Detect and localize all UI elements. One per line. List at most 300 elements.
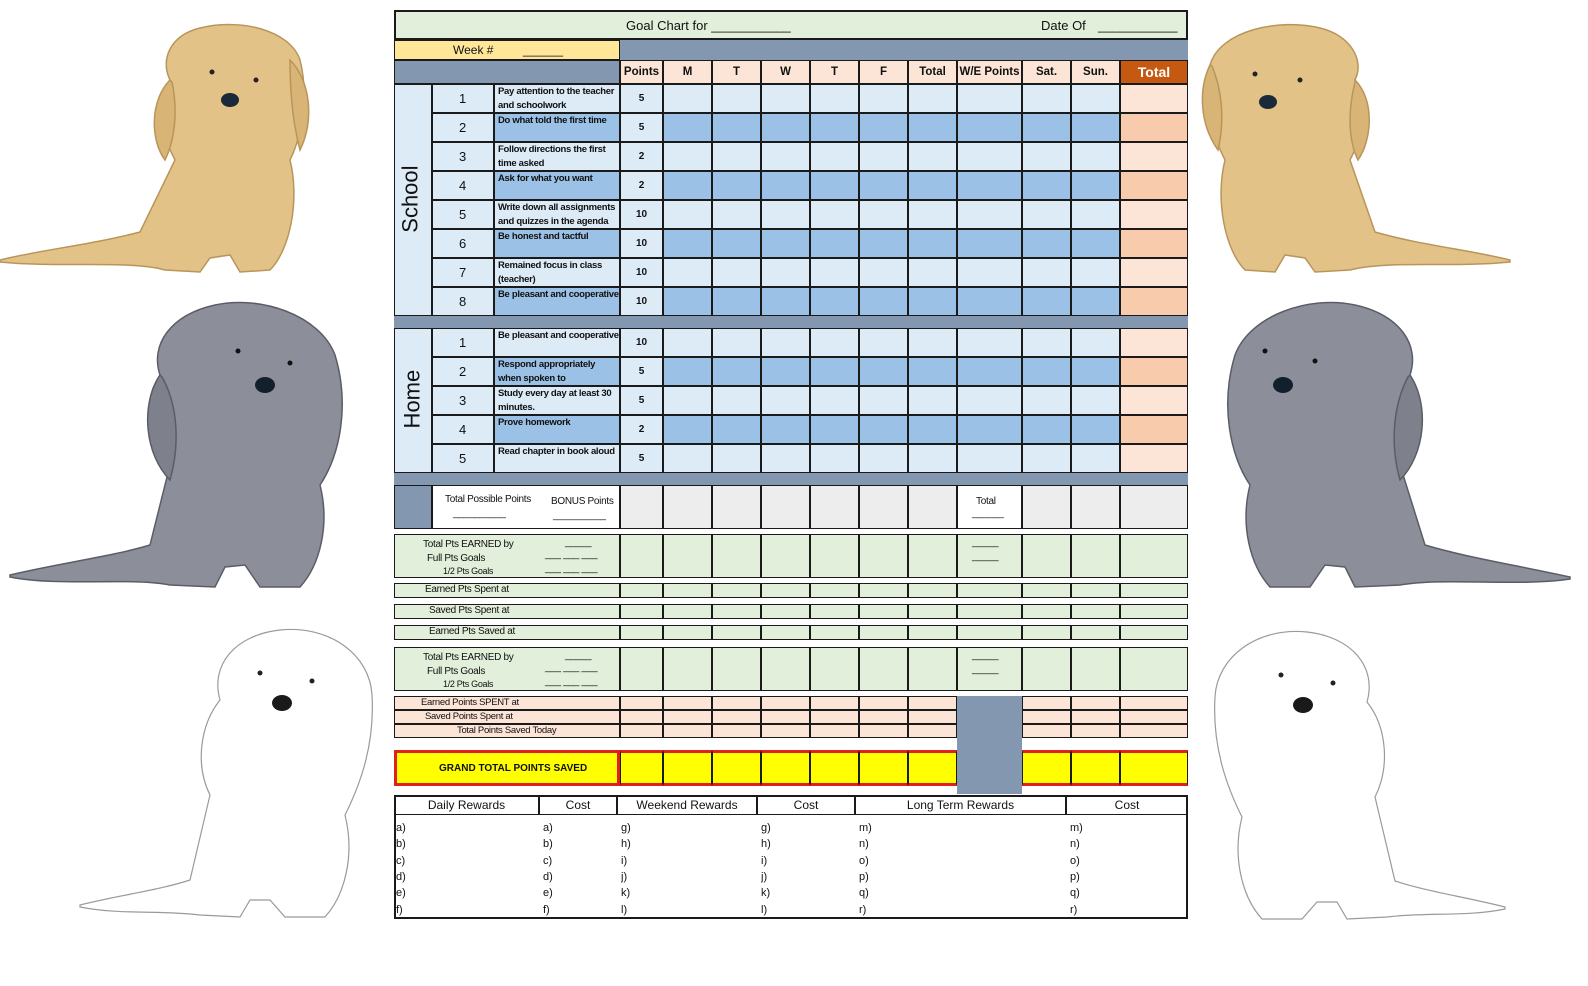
total-cell[interactable] xyxy=(908,485,957,529)
earned-cell[interactable] xyxy=(957,534,1022,578)
column-header: Total xyxy=(1120,60,1188,84)
day-cell[interactable] xyxy=(957,229,1022,258)
final-cell[interactable] xyxy=(908,696,957,710)
day-cell[interactable] xyxy=(1071,84,1120,113)
day-cell[interactable] xyxy=(810,229,859,258)
day-cell[interactable] xyxy=(761,328,810,357)
spent-cell[interactable] xyxy=(1071,583,1120,598)
day-cell[interactable] xyxy=(712,444,761,473)
spent-cell[interactable] xyxy=(1120,625,1188,640)
grand-total-cell[interactable] xyxy=(908,750,957,786)
day-cell[interactable] xyxy=(810,258,859,287)
day-cell[interactable] xyxy=(663,386,712,415)
day-cell[interactable] xyxy=(761,200,810,229)
reward-cost-letter[interactable]: p) xyxy=(1070,870,1080,883)
grand-total-cell[interactable] xyxy=(620,750,663,786)
reward-cost-letter[interactable]: i) xyxy=(761,854,768,867)
day-cell[interactable] xyxy=(663,287,712,316)
earned-cell[interactable] xyxy=(620,534,663,578)
day-cell[interactable] xyxy=(761,142,810,171)
total-cell[interactable] xyxy=(663,485,712,529)
day-cell[interactable] xyxy=(957,171,1022,200)
spent-cell[interactable] xyxy=(712,604,761,619)
final-cell[interactable] xyxy=(761,724,810,738)
reward-cost-letter[interactable]: l) xyxy=(761,903,768,916)
row-total-cell[interactable] xyxy=(1120,84,1188,113)
total-cell[interactable] xyxy=(761,485,810,529)
day-cell[interactable] xyxy=(712,84,761,113)
day-cell[interactable] xyxy=(761,287,810,316)
task-points: 5 xyxy=(620,84,663,113)
final-cell[interactable] xyxy=(761,710,810,724)
reward-cost-letter[interactable]: c) xyxy=(543,854,553,867)
day-cell[interactable] xyxy=(957,415,1022,444)
earned-cell[interactable] xyxy=(810,647,859,691)
final-cell[interactable] xyxy=(712,724,761,738)
final-cell[interactable] xyxy=(620,724,663,738)
reward-item-letter[interactable]: j) xyxy=(621,870,628,883)
reward-item-letter[interactable]: o) xyxy=(859,854,869,867)
day-cell[interactable] xyxy=(1071,287,1120,316)
final-cell[interactable] xyxy=(663,696,712,710)
reward-item-letter[interactable]: f) xyxy=(396,903,403,916)
final-cell[interactable] xyxy=(1120,696,1188,710)
day-cell[interactable] xyxy=(810,113,859,142)
earned-cell[interactable] xyxy=(859,647,908,691)
row-total-cell[interactable] xyxy=(1120,142,1188,171)
day-cell[interactable] xyxy=(712,229,761,258)
day-cell[interactable] xyxy=(712,113,761,142)
spent-cell[interactable] xyxy=(1022,604,1071,619)
grand-total-cell[interactable] xyxy=(1022,750,1071,786)
day-cell[interactable] xyxy=(712,357,761,386)
day-cell[interactable] xyxy=(663,84,712,113)
earned-blank: ___ ___ ___ xyxy=(545,662,598,673)
day-cell[interactable] xyxy=(859,328,908,357)
day-cell[interactable] xyxy=(761,415,810,444)
day-cell[interactable] xyxy=(810,200,859,229)
row-total-cell[interactable] xyxy=(1120,229,1188,258)
day-cell[interactable] xyxy=(1022,357,1071,386)
final-cell[interactable] xyxy=(859,724,908,738)
reward-cost-letter[interactable]: e) xyxy=(543,887,553,900)
spent-cell[interactable] xyxy=(620,583,663,598)
final-cell[interactable] xyxy=(810,696,859,710)
reward-item-letter[interactable]: a) xyxy=(396,822,406,834)
day-cell[interactable] xyxy=(1071,142,1120,171)
day-cell[interactable] xyxy=(1022,171,1071,200)
day-cell[interactable] xyxy=(957,444,1022,473)
day-cell[interactable] xyxy=(957,113,1022,142)
day-cell[interactable] xyxy=(1071,415,1120,444)
day-cell[interactable] xyxy=(1071,200,1120,229)
day-cell[interactable] xyxy=(712,258,761,287)
grand-total-cell[interactable] xyxy=(1120,750,1188,786)
row-total-cell[interactable] xyxy=(1120,200,1188,229)
spent-cell[interactable] xyxy=(712,583,761,598)
week-total-cell[interactable] xyxy=(957,485,1022,529)
day-cell[interactable] xyxy=(810,415,859,444)
day-cell[interactable] xyxy=(908,200,957,229)
day-cell[interactable] xyxy=(908,287,957,316)
spent-cell[interactable] xyxy=(810,583,859,598)
spent-cell[interactable] xyxy=(620,625,663,640)
final-cell[interactable] xyxy=(908,724,957,738)
day-cell[interactable] xyxy=(1022,200,1071,229)
final-cell[interactable] xyxy=(620,710,663,724)
day-cell[interactable] xyxy=(908,444,957,473)
spent-cell[interactable] xyxy=(1071,604,1120,619)
final-cell[interactable] xyxy=(663,710,712,724)
reward-cost-letter[interactable]: k) xyxy=(761,887,771,900)
day-cell[interactable] xyxy=(663,258,712,287)
day-cell[interactable] xyxy=(908,142,957,171)
reward-cost-letter[interactable]: g) xyxy=(761,822,771,834)
day-cell[interactable] xyxy=(663,415,712,444)
reward-item-letter[interactable]: m) xyxy=(859,822,872,834)
reward-cost-letter[interactable]: h) xyxy=(761,838,771,851)
earned-cell[interactable] xyxy=(1120,534,1188,578)
day-cell[interactable] xyxy=(957,84,1022,113)
day-cell[interactable] xyxy=(908,386,957,415)
spent-cell[interactable] xyxy=(712,625,761,640)
header-blank xyxy=(394,60,620,84)
day-cell[interactable] xyxy=(1071,444,1120,473)
final-cell[interactable] xyxy=(810,724,859,738)
final-cell[interactable] xyxy=(620,696,663,710)
final-cell[interactable] xyxy=(663,724,712,738)
reward-item-letter[interactable]: k) xyxy=(621,887,631,900)
task-number: 5 xyxy=(432,200,494,229)
day-cell[interactable] xyxy=(908,113,957,142)
spent-cell[interactable] xyxy=(663,604,712,619)
day-cell[interactable] xyxy=(859,84,908,113)
tan-dog-right-icon xyxy=(1200,10,1520,275)
final-cell[interactable] xyxy=(810,710,859,724)
day-cell[interactable] xyxy=(663,357,712,386)
home-section-label xyxy=(394,328,432,473)
spent-cell[interactable] xyxy=(761,604,810,619)
row-total-cell[interactable] xyxy=(1120,328,1188,357)
spent-cell[interactable] xyxy=(859,625,908,640)
total-cell[interactable] xyxy=(1120,485,1188,529)
reward-cost-letter[interactable]: r) xyxy=(1070,903,1078,916)
spent-cell[interactable] xyxy=(908,583,957,598)
total-cell[interactable] xyxy=(712,485,761,529)
day-cell[interactable] xyxy=(761,113,810,142)
grand-total-cell[interactable] xyxy=(761,750,810,786)
day-cell[interactable] xyxy=(663,171,712,200)
grand-total-cell[interactable] xyxy=(810,750,859,786)
reward-item-letter[interactable]: h) xyxy=(621,838,631,851)
day-cell[interactable] xyxy=(810,444,859,473)
final-label: Earned Points SPENT at xyxy=(394,696,620,710)
reward-item-letter[interactable]: g) xyxy=(621,822,631,834)
day-cell[interactable] xyxy=(859,357,908,386)
earned-cell[interactable] xyxy=(957,647,1022,691)
spent-cell[interactable] xyxy=(761,583,810,598)
day-cell[interactable] xyxy=(1022,386,1071,415)
spent-cell[interactable] xyxy=(663,625,712,640)
day-cell[interactable] xyxy=(908,357,957,386)
day-cell[interactable] xyxy=(712,415,761,444)
row-total-cell[interactable] xyxy=(1120,113,1188,142)
day-cell[interactable] xyxy=(859,386,908,415)
day-cell[interactable] xyxy=(712,200,761,229)
bonus-label: BONUS Points xyxy=(551,496,614,507)
task-number: 4 xyxy=(432,415,494,444)
day-cell[interactable] xyxy=(957,386,1022,415)
day-cell[interactable] xyxy=(663,200,712,229)
earned-cell[interactable] xyxy=(908,534,957,578)
day-cell[interactable] xyxy=(663,328,712,357)
row-total-cell[interactable] xyxy=(1120,415,1188,444)
final-slate-right xyxy=(957,696,1022,794)
date-blank: ___________ xyxy=(1098,18,1178,33)
day-cell[interactable] xyxy=(1071,229,1120,258)
day-cell[interactable] xyxy=(859,287,908,316)
spent-cell[interactable] xyxy=(957,583,1022,598)
reward-item-letter[interactable]: e) xyxy=(396,887,406,900)
day-cell[interactable] xyxy=(957,258,1022,287)
earned-total-blank: _____ xyxy=(972,650,999,661)
row-total-cell[interactable] xyxy=(1120,287,1188,316)
day-cell[interactable] xyxy=(859,200,908,229)
reward-item-letter[interactable]: i) xyxy=(621,854,628,867)
spent-cell[interactable] xyxy=(859,604,908,619)
task-points: 10 xyxy=(620,258,663,287)
row-total-cell[interactable] xyxy=(1120,258,1188,287)
reward-cost-letter[interactable]: m) xyxy=(1070,822,1083,834)
week-filler xyxy=(620,40,1188,60)
reward-item-letter[interactable]: b) xyxy=(396,838,406,851)
reward-cost-letter[interactable]: n) xyxy=(1070,838,1080,851)
day-cell[interactable] xyxy=(810,171,859,200)
day-cell[interactable] xyxy=(1022,142,1071,171)
earned-cell[interactable] xyxy=(663,647,712,691)
day-cell[interactable] xyxy=(1022,328,1071,357)
earned-label-cell xyxy=(394,534,620,578)
final-cell[interactable] xyxy=(859,710,908,724)
grand-total-cell[interactable] xyxy=(663,750,712,786)
day-cell[interactable] xyxy=(1022,229,1071,258)
day-cell[interactable] xyxy=(859,415,908,444)
day-cell[interactable] xyxy=(908,258,957,287)
day-cell[interactable] xyxy=(957,142,1022,171)
earned-cell[interactable] xyxy=(761,534,810,578)
week-cell[interactable] xyxy=(394,40,620,60)
earned-cell[interactable] xyxy=(712,534,761,578)
day-cell[interactable] xyxy=(712,328,761,357)
day-cell[interactable] xyxy=(761,444,810,473)
final-cell[interactable] xyxy=(761,696,810,710)
final-cell[interactable] xyxy=(1022,696,1071,710)
final-cell[interactable] xyxy=(1120,724,1188,738)
week-blank: ______ xyxy=(523,43,564,57)
reward-cost-letter[interactable]: a) xyxy=(543,822,553,834)
final-cell[interactable] xyxy=(712,696,761,710)
reward-cost-letter[interactable]: d) xyxy=(543,870,553,883)
day-cell[interactable] xyxy=(908,229,957,258)
spent-cell[interactable] xyxy=(1120,583,1188,598)
spent-cell[interactable] xyxy=(1071,625,1120,640)
total-cell[interactable] xyxy=(1022,485,1071,529)
day-cell[interactable] xyxy=(761,171,810,200)
day-cell[interactable] xyxy=(810,287,859,316)
day-cell[interactable] xyxy=(859,113,908,142)
task-number: 7 xyxy=(432,258,494,287)
day-cell[interactable] xyxy=(908,415,957,444)
earned-cell[interactable] xyxy=(1071,647,1120,691)
task-points: 5 xyxy=(620,386,663,415)
day-cell[interactable] xyxy=(859,444,908,473)
earned-cell[interactable] xyxy=(620,647,663,691)
earned-cell[interactable] xyxy=(859,534,908,578)
task-number: 1 xyxy=(432,84,494,113)
reward-item-letter[interactable]: n) xyxy=(859,838,869,851)
reward-item-letter[interactable]: l) xyxy=(621,903,628,916)
spent-cell[interactable] xyxy=(810,604,859,619)
day-cell[interactable] xyxy=(810,357,859,386)
day-cell[interactable] xyxy=(957,328,1022,357)
day-cell[interactable] xyxy=(1071,386,1120,415)
row-total-cell[interactable] xyxy=(1120,444,1188,473)
row-total-cell[interactable] xyxy=(1120,386,1188,415)
day-cell[interactable] xyxy=(1022,415,1071,444)
day-cell[interactable] xyxy=(663,229,712,258)
reward-cost-letter[interactable]: j) xyxy=(761,870,768,883)
day-cell[interactable] xyxy=(1022,84,1071,113)
reward-item-letter[interactable]: q) xyxy=(859,887,869,900)
spent-cell[interactable] xyxy=(1120,604,1188,619)
reward-cost-letter[interactable]: q) xyxy=(1070,887,1080,900)
reward-cost-letter[interactable]: b) xyxy=(543,838,553,851)
day-cell[interactable] xyxy=(761,258,810,287)
spent-cell[interactable] xyxy=(957,625,1022,640)
reward-item-letter[interactable]: p) xyxy=(859,870,869,883)
day-cell[interactable] xyxy=(712,171,761,200)
earned-cell[interactable] xyxy=(810,534,859,578)
grand-total-text: GRAND TOTAL POINTS SAVED xyxy=(439,763,588,774)
day-cell[interactable] xyxy=(712,287,761,316)
day-cell[interactable] xyxy=(1022,113,1071,142)
grand-total-cell[interactable] xyxy=(1071,750,1120,786)
totals-slate xyxy=(394,485,432,529)
day-cell[interactable] xyxy=(663,444,712,473)
spent-cell[interactable] xyxy=(908,625,957,640)
day-cell[interactable] xyxy=(663,142,712,171)
day-cell[interactable] xyxy=(1022,258,1071,287)
final-cell[interactable] xyxy=(1071,710,1120,724)
day-cell[interactable] xyxy=(712,142,761,171)
reward-cost-letter[interactable]: f) xyxy=(543,903,550,916)
day-cell[interactable] xyxy=(859,229,908,258)
earned-cell[interactable] xyxy=(1022,534,1071,578)
row-total-cell[interactable] xyxy=(1120,171,1188,200)
spent-cell[interactable] xyxy=(810,625,859,640)
total-cell[interactable] xyxy=(810,485,859,529)
earned-cell[interactable] xyxy=(712,647,761,691)
grand-total-cell[interactable] xyxy=(712,750,761,786)
spent-cell[interactable] xyxy=(908,604,957,619)
column-header: Points xyxy=(620,60,663,84)
day-cell[interactable] xyxy=(957,357,1022,386)
total-cell[interactable] xyxy=(859,485,908,529)
day-cell[interactable] xyxy=(1071,171,1120,200)
day-cell[interactable] xyxy=(1071,328,1120,357)
spent-cell[interactable] xyxy=(1022,625,1071,640)
earned-cell[interactable] xyxy=(761,647,810,691)
spent-cell[interactable] xyxy=(957,604,1022,619)
final-cell[interactable] xyxy=(1071,696,1120,710)
day-cell[interactable] xyxy=(859,171,908,200)
day-cell[interactable] xyxy=(1071,113,1120,142)
day-cell[interactable] xyxy=(859,258,908,287)
day-cell[interactable] xyxy=(908,84,957,113)
day-cell[interactable] xyxy=(810,142,859,171)
day-cell[interactable] xyxy=(908,328,957,357)
spent-cell[interactable] xyxy=(663,583,712,598)
day-cell[interactable] xyxy=(761,357,810,386)
day-cell[interactable] xyxy=(957,287,1022,316)
day-cell[interactable] xyxy=(908,171,957,200)
day-cell[interactable] xyxy=(810,386,859,415)
spent-cell[interactable] xyxy=(761,625,810,640)
earned-cell[interactable] xyxy=(1022,647,1071,691)
final-cell[interactable] xyxy=(908,710,957,724)
day-cell[interactable] xyxy=(1071,357,1120,386)
spent-cell[interactable] xyxy=(1022,583,1071,598)
earned-cell[interactable] xyxy=(908,647,957,691)
day-cell[interactable] xyxy=(957,200,1022,229)
total-cell[interactable] xyxy=(1071,485,1120,529)
reward-item-letter[interactable]: c) xyxy=(396,854,406,867)
total-cell[interactable] xyxy=(620,485,663,529)
reward-item-letter[interactable]: d) xyxy=(396,870,406,883)
grand-total-cell[interactable] xyxy=(859,750,908,786)
task-number: 3 xyxy=(432,142,494,171)
day-cell[interactable] xyxy=(1022,287,1071,316)
day-cell[interactable] xyxy=(761,84,810,113)
day-cell[interactable] xyxy=(761,386,810,415)
task-points: 2 xyxy=(620,415,663,444)
grand-total-label xyxy=(394,750,620,786)
day-cell[interactable] xyxy=(1071,258,1120,287)
day-cell[interactable] xyxy=(1022,444,1071,473)
reward-item-letter[interactable]: r) xyxy=(859,903,867,916)
earned-cell[interactable] xyxy=(663,534,712,578)
row-total-cell[interactable] xyxy=(1120,357,1188,386)
day-cell[interactable] xyxy=(761,229,810,258)
final-cell[interactable] xyxy=(1120,710,1188,724)
spent-cell[interactable] xyxy=(859,583,908,598)
spent-cell[interactable] xyxy=(620,604,663,619)
day-cell[interactable] xyxy=(810,84,859,113)
final-cell[interactable] xyxy=(712,710,761,724)
reward-cost-letter[interactable]: o) xyxy=(1070,854,1080,867)
earned-cell[interactable] xyxy=(1120,647,1188,691)
final-cell[interactable] xyxy=(859,696,908,710)
day-cell[interactable] xyxy=(712,386,761,415)
final-cell[interactable] xyxy=(1022,724,1071,738)
earned-cell[interactable] xyxy=(1071,534,1120,578)
task-points: 10 xyxy=(620,287,663,316)
day-cell[interactable] xyxy=(810,328,859,357)
final-cell[interactable] xyxy=(1022,710,1071,724)
day-cell[interactable] xyxy=(663,113,712,142)
day-cell[interactable] xyxy=(859,142,908,171)
final-cell[interactable] xyxy=(1071,724,1120,738)
